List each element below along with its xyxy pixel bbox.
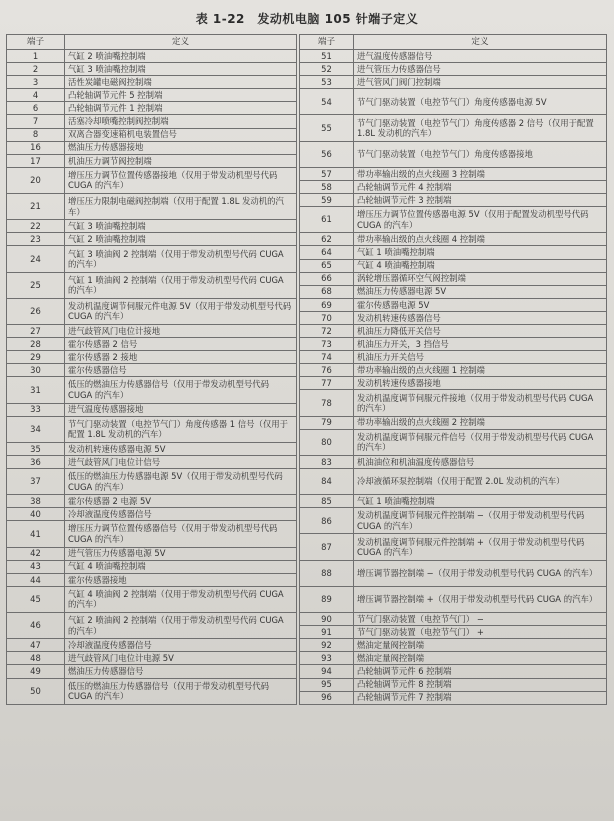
table-row bbox=[300, 534, 607, 560]
pin-number: 27 bbox=[7, 324, 65, 337]
pin-definition: 增压调节器控制端 +（仅用于带发动机型号代码 CUGA 的汽车） bbox=[354, 586, 607, 612]
pin-number: 31 bbox=[7, 377, 65, 403]
pin-number: 44 bbox=[7, 573, 65, 586]
pin-definition: 霍尔传感器 2 接地 bbox=[65, 351, 297, 364]
pin-definition: 霍尔传感器信号 bbox=[65, 364, 297, 377]
pin-number: 25 bbox=[7, 272, 65, 298]
pin-number: 53 bbox=[300, 76, 354, 89]
table-row bbox=[7, 495, 297, 508]
table-row bbox=[7, 298, 297, 324]
pin-definition: 节气门驱动装置（电控节气门）角度传感器 2 信号（仅用于配置 1.8L 发动机的汽车） bbox=[354, 115, 607, 141]
table-row bbox=[7, 364, 297, 377]
table-header-row bbox=[300, 35, 607, 50]
table-row bbox=[300, 207, 607, 233]
pin-definition: 气缸 4 喷油阀 2 控制端（仅用于带发动机型号代码 CUGA 的汽车） bbox=[65, 586, 297, 612]
pin-definition: 燃油定量阀控制端 bbox=[354, 652, 607, 665]
table-row bbox=[7, 115, 297, 128]
pin-number: 94 bbox=[300, 665, 354, 678]
pin-number: 47 bbox=[7, 639, 65, 652]
pin-number: 72 bbox=[300, 324, 354, 337]
pin-number: 38 bbox=[7, 495, 65, 508]
table-row bbox=[7, 220, 297, 233]
pin-definition: 机油压力降低开关信号 bbox=[354, 324, 607, 337]
pin-definition: 发动机温度调节伺服元件控制端 −（仅用于带发动机型号代码 CUGA 的汽车） bbox=[354, 508, 607, 534]
pin-definition: 进气温度传感器接地 bbox=[65, 403, 297, 416]
table-row bbox=[7, 154, 297, 167]
pin-number: 65 bbox=[300, 259, 354, 272]
pin-definition: 机油压力开关信号 bbox=[354, 351, 607, 364]
pin-definition: 发动机转速传感器信号 bbox=[354, 311, 607, 324]
pin-number: 78 bbox=[300, 390, 354, 416]
pin-number: 96 bbox=[300, 691, 354, 704]
pin-number: 91 bbox=[300, 626, 354, 639]
table-row bbox=[7, 351, 297, 364]
pin-table-right bbox=[299, 34, 607, 705]
pin-definition: 气缸 2 喷油嘴控制端 bbox=[65, 233, 297, 246]
pin-number: 54 bbox=[300, 89, 354, 115]
pin-definition: 冷却液循环泵控制端（仅用于配置 2.0L 发动机的汽车） bbox=[354, 469, 607, 495]
pin-definition: 冷却液温度传感器信号 bbox=[65, 508, 297, 521]
pin-definition: 气缸 3 喷油嘴控制端 bbox=[65, 220, 297, 233]
pin-number: 90 bbox=[300, 613, 354, 626]
pin-number: 26 bbox=[7, 298, 65, 324]
pin-number: 85 bbox=[300, 495, 354, 508]
pin-definition: 进气歧管风门电位计电源 5V bbox=[65, 652, 297, 665]
pin-definition: 燃油压力传感器电源 5V bbox=[354, 285, 607, 298]
pin-number: 37 bbox=[7, 469, 65, 495]
pin-number: 24 bbox=[7, 246, 65, 272]
pin-number: 6 bbox=[7, 102, 65, 115]
pin-number: 29 bbox=[7, 351, 65, 364]
table-row bbox=[7, 233, 297, 246]
pin-number: 30 bbox=[7, 364, 65, 377]
pin-definition: 活性炭罐电磁阀控制端 bbox=[65, 76, 297, 89]
pin-definition: 节气门驱动装置（电控节气门） + bbox=[354, 626, 607, 639]
pin-definition: 增压压力调节位置传感器信号（仅用于带发动机型号代码 CUGA 的汽车） bbox=[65, 521, 297, 547]
table-row bbox=[300, 259, 607, 272]
pin-definition: 气缸 2 喷油阀 2 控制端（仅用于带发动机型号代码 CUGA 的汽车） bbox=[65, 613, 297, 639]
pin-number: 76 bbox=[300, 364, 354, 377]
pin-definition: 带功率输出级的点火线圈 2 控制端 bbox=[354, 416, 607, 429]
pin-definition: 发动机温度调节伺服元件电源 5V（仅用于带发动机型号代码 CUGA 的汽车） bbox=[65, 298, 297, 324]
table-row bbox=[300, 351, 607, 364]
table-row bbox=[300, 586, 607, 612]
pin-definition: 节气门驱动装置（电控节气门）角度传感器电源 5V bbox=[354, 89, 607, 115]
pin-number: 88 bbox=[300, 560, 354, 586]
table-row bbox=[300, 390, 607, 416]
pin-number: 36 bbox=[7, 455, 65, 468]
pin-definition: 发动机温度调节伺服元件信号（仅用于带发动机型号代码 CUGA 的汽车） bbox=[354, 429, 607, 455]
pin-definition: 节气门驱动装置（电控节气门） − bbox=[354, 613, 607, 626]
definition-column-header: 定义 bbox=[65, 35, 297, 50]
table-row bbox=[7, 63, 297, 76]
pin-definition: 气缸 1 喷油嘴控制端 bbox=[354, 246, 607, 259]
table-row bbox=[300, 167, 607, 180]
table-row bbox=[7, 586, 297, 612]
pin-definition: 带功率输出级的点火线圈 4 控制端 bbox=[354, 233, 607, 246]
table-row bbox=[7, 272, 297, 298]
table-row bbox=[7, 678, 297, 704]
pin-number: 7 bbox=[7, 115, 65, 128]
pin-number: 50 bbox=[7, 678, 65, 704]
pin-definition: 凸轮轴调节元件 4 控制端 bbox=[354, 180, 607, 193]
table-row bbox=[7, 442, 297, 455]
table-row bbox=[7, 50, 297, 63]
pin-number: 57 bbox=[300, 167, 354, 180]
table-row bbox=[300, 455, 607, 468]
table-row bbox=[300, 691, 607, 704]
definition-column-header: 定义 bbox=[354, 35, 607, 50]
pin-definition: 机油压力调节阀控制端 bbox=[65, 154, 297, 167]
pin-number: 93 bbox=[300, 652, 354, 665]
table-title: 表 1-22 发动机电脑 105 针端子定义 bbox=[195, 12, 419, 26]
pin-definition: 冷却液温度传感器信号 bbox=[65, 639, 297, 652]
table-row bbox=[300, 613, 607, 626]
pin-definition: 霍尔传感器 2 信号 bbox=[65, 338, 297, 351]
table-row bbox=[300, 665, 607, 678]
pin-number: 95 bbox=[300, 678, 354, 691]
table-row bbox=[300, 194, 607, 207]
table-row bbox=[300, 429, 607, 455]
pin-definition: 机油油位和机油温度传感器信号 bbox=[354, 455, 607, 468]
pin-definition: 进气管风门阀门控制端 bbox=[354, 76, 607, 89]
table-row bbox=[7, 665, 297, 678]
pin-number: 77 bbox=[300, 377, 354, 390]
table-row bbox=[300, 652, 607, 665]
pin-definition: 凸轮轴调节元件 7 控制端 bbox=[354, 691, 607, 704]
table-row bbox=[300, 89, 607, 115]
pin-number: 2 bbox=[7, 63, 65, 76]
table-row bbox=[7, 246, 297, 272]
pin-definition: 进气管压力传感器电源 5V bbox=[65, 547, 297, 560]
table-row bbox=[7, 102, 297, 115]
table-row bbox=[7, 403, 297, 416]
pin-definition: 增压压力限制电磁阀控制端（仅用于配置 1.8L 发动机的汽车） bbox=[65, 194, 297, 220]
pin-number: 41 bbox=[7, 521, 65, 547]
pin-definition: 低压的燃油压力传感器信号（仅用于带发动机型号代码 CUGA 的汽车） bbox=[65, 678, 297, 704]
table-row bbox=[300, 285, 607, 298]
pin-number: 70 bbox=[300, 311, 354, 324]
table-row bbox=[300, 115, 607, 141]
pin-column-header: 端子 bbox=[300, 35, 354, 50]
pin-number: 52 bbox=[300, 63, 354, 76]
pin-number: 33 bbox=[7, 403, 65, 416]
pin-number: 49 bbox=[7, 665, 65, 678]
pin-definition: 带功率输出级的点火线圈 3 控制端 bbox=[354, 167, 607, 180]
pin-number: 51 bbox=[300, 50, 354, 63]
table-row bbox=[300, 76, 607, 89]
table-row bbox=[300, 377, 607, 390]
pin-number: 17 bbox=[7, 154, 65, 167]
pin-definition: 低压的燃油压力传感器电源 5V（仅用于带发动机型号代码 CUGA 的汽车） bbox=[65, 469, 297, 495]
pin-definition: 气缸 2 喷油嘴控制端 bbox=[65, 50, 297, 63]
table-row bbox=[7, 547, 297, 560]
pin-number: 4 bbox=[7, 89, 65, 102]
table-row bbox=[7, 652, 297, 665]
pin-number: 64 bbox=[300, 246, 354, 259]
pin-number: 83 bbox=[300, 455, 354, 468]
pin-number: 34 bbox=[7, 416, 65, 442]
table-row bbox=[300, 560, 607, 586]
table-row bbox=[7, 639, 297, 652]
table-row bbox=[300, 233, 607, 246]
pin-number: 73 bbox=[300, 338, 354, 351]
table-row bbox=[7, 89, 297, 102]
table-row bbox=[300, 50, 607, 63]
pin-definition: 霍尔传感器接地 bbox=[65, 573, 297, 586]
pin-number: 66 bbox=[300, 272, 354, 285]
pin-column-header: 端子 bbox=[7, 35, 65, 50]
pin-definition: 涡轮增压器循环空气阀控制端 bbox=[354, 272, 607, 285]
table-row bbox=[300, 508, 607, 534]
table-row bbox=[300, 324, 607, 337]
table-row bbox=[7, 469, 297, 495]
pin-number: 16 bbox=[7, 141, 65, 154]
pin-number: 80 bbox=[300, 429, 354, 455]
pin-number: 48 bbox=[7, 652, 65, 665]
table-row bbox=[300, 180, 607, 193]
pin-definition: 进气歧管风门电位计信号 bbox=[65, 455, 297, 468]
table-row bbox=[7, 194, 297, 220]
pin-number: 74 bbox=[300, 351, 354, 364]
pin-definition: 霍尔传感器 2 电源 5V bbox=[65, 495, 297, 508]
table-row bbox=[300, 63, 607, 76]
pin-number: 28 bbox=[7, 338, 65, 351]
table-row bbox=[300, 469, 607, 495]
pin-number: 43 bbox=[7, 560, 65, 573]
table-header-row bbox=[7, 35, 297, 50]
pin-definition: 增压压力调节位置传感器电源 5V（仅用于配置发动机型号代码 CUGA 的汽车） bbox=[354, 207, 607, 233]
table-row bbox=[7, 76, 297, 89]
table-row bbox=[7, 324, 297, 337]
pin-definition: 发动机温度调节伺服元件控制端 +（仅用于带发动机型号代码 CUGA 的汽车） bbox=[354, 534, 607, 560]
table-body bbox=[300, 50, 607, 705]
pin-definition: 燃油压力传感器接地 bbox=[65, 141, 297, 154]
pin-definition: 节气门驱动装置（电控节气门）角度传感器接地 bbox=[354, 141, 607, 167]
pin-definition: 气缸 3 喷油嘴控制端 bbox=[65, 63, 297, 76]
pin-definition: 气缸 4 喷油嘴控制端 bbox=[354, 259, 607, 272]
pin-definition: 凸轮轴调节元件 8 控制端 bbox=[354, 678, 607, 691]
pin-number: 92 bbox=[300, 639, 354, 652]
pin-number: 86 bbox=[300, 508, 354, 534]
pin-definition: 凸轮轴调节元件 5 控制端 bbox=[65, 89, 297, 102]
pin-definition: 低压的燃油压力传感器信号（仅用于带发动机型号代码 CUGA 的汽车） bbox=[65, 377, 297, 403]
pin-definition: 霍尔传感器电源 5V bbox=[354, 298, 607, 311]
pin-definition: 增压压力调节位置传感器接地（仅用于带发动机型号代码 CUGA 的汽车） bbox=[65, 167, 297, 193]
table-row bbox=[7, 613, 297, 639]
table-row bbox=[300, 141, 607, 167]
table-row bbox=[7, 560, 297, 573]
pin-number: 79 bbox=[300, 416, 354, 429]
pin-number: 59 bbox=[300, 194, 354, 207]
table-row bbox=[7, 338, 297, 351]
pin-definition: 凸轮轴调节元件 1 控制端 bbox=[65, 102, 297, 115]
pin-definition: 燃油定量阀控制端 bbox=[354, 639, 607, 652]
pin-definition: 进气管压力传感器信号 bbox=[354, 63, 607, 76]
table-body bbox=[7, 50, 297, 705]
pin-number: 61 bbox=[300, 207, 354, 233]
pin-definition: 进气温度传感器信号 bbox=[354, 50, 607, 63]
pin-number: 46 bbox=[7, 613, 65, 639]
pin-number: 87 bbox=[300, 534, 354, 560]
pin-definition: 气缸 1 喷油嘴控制端 bbox=[354, 495, 607, 508]
pin-number: 22 bbox=[7, 220, 65, 233]
table-row bbox=[300, 246, 607, 259]
pin-definition: 燃油压力传感器信号 bbox=[65, 665, 297, 678]
pin-number: 8 bbox=[7, 128, 65, 141]
table-row bbox=[300, 311, 607, 324]
pin-definition: 发动机温度调节伺服元件接地（仅用于带发动机型号代码 CUGA 的汽车） bbox=[354, 390, 607, 416]
pin-definition: 进气歧管风门电位计接地 bbox=[65, 324, 297, 337]
pin-number: 23 bbox=[7, 233, 65, 246]
table-row bbox=[300, 495, 607, 508]
pin-number: 56 bbox=[300, 141, 354, 167]
table-row bbox=[7, 141, 297, 154]
pin-number: 89 bbox=[300, 586, 354, 612]
table-row bbox=[7, 573, 297, 586]
table-row bbox=[300, 626, 607, 639]
table-row bbox=[7, 508, 297, 521]
pin-definition: 机油压力开关，3 挡信号 bbox=[354, 338, 607, 351]
pin-definition: 活塞冷却喷嘴控制阀控制端 bbox=[65, 115, 297, 128]
pin-definition: 气缸 3 喷油阀 2 控制端（仅用于带发动机型号代码 CUGA 的汽车） bbox=[65, 246, 297, 272]
pin-definition: 双离合器变速箱机电装置信号 bbox=[65, 128, 297, 141]
pin-definition: 增压调节器控制端 −（仅用于带发动机型号代码 CUGA 的汽车） bbox=[354, 560, 607, 586]
pin-definition: 气缸 4 喷油嘴控制端 bbox=[65, 560, 297, 573]
table-row bbox=[300, 272, 607, 285]
table-row bbox=[300, 364, 607, 377]
pin-table-left bbox=[6, 34, 297, 705]
pin-definition: 发动机转速传感器接地 bbox=[354, 377, 607, 390]
table-row bbox=[300, 338, 607, 351]
pin-number: 20 bbox=[7, 167, 65, 193]
table-row bbox=[300, 678, 607, 691]
pin-number: 62 bbox=[300, 233, 354, 246]
table-row bbox=[7, 167, 297, 193]
pin-number: 84 bbox=[300, 469, 354, 495]
table-row bbox=[7, 455, 297, 468]
table-row bbox=[7, 377, 297, 403]
table-row bbox=[300, 298, 607, 311]
pin-definition: 发动机转速传感器电源 5V bbox=[65, 442, 297, 455]
pin-number: 42 bbox=[7, 547, 65, 560]
table-row bbox=[7, 416, 297, 442]
pin-number: 55 bbox=[300, 115, 354, 141]
pin-number: 21 bbox=[7, 194, 65, 220]
pin-number: 58 bbox=[300, 180, 354, 193]
pin-definition: 凸轮轴调节元件 6 控制端 bbox=[354, 665, 607, 678]
pin-number: 35 bbox=[7, 442, 65, 455]
pin-definition: 凸轮轴调节元件 3 控制端 bbox=[354, 194, 607, 207]
table-row bbox=[300, 416, 607, 429]
table-row bbox=[7, 521, 297, 547]
table-row bbox=[300, 639, 607, 652]
pin-number: 40 bbox=[7, 508, 65, 521]
pin-definition: 气缸 1 喷油阀 2 控制端（仅用于带发动机型号代码 CUGA 的汽车） bbox=[65, 272, 297, 298]
pin-number: 45 bbox=[7, 586, 65, 612]
table-row bbox=[7, 128, 297, 141]
pin-definition: 带功率输出级的点火线圈 1 控制端 bbox=[354, 364, 607, 377]
pin-definition: 节气门驱动装置（电控节气门）角度传感器 1 信号（仅用于配置 1.8L 发动机的汽车） bbox=[65, 416, 297, 442]
pin-number: 1 bbox=[7, 50, 65, 63]
pin-number: 68 bbox=[300, 285, 354, 298]
pin-number: 3 bbox=[7, 76, 65, 89]
pin-number: 69 bbox=[300, 298, 354, 311]
